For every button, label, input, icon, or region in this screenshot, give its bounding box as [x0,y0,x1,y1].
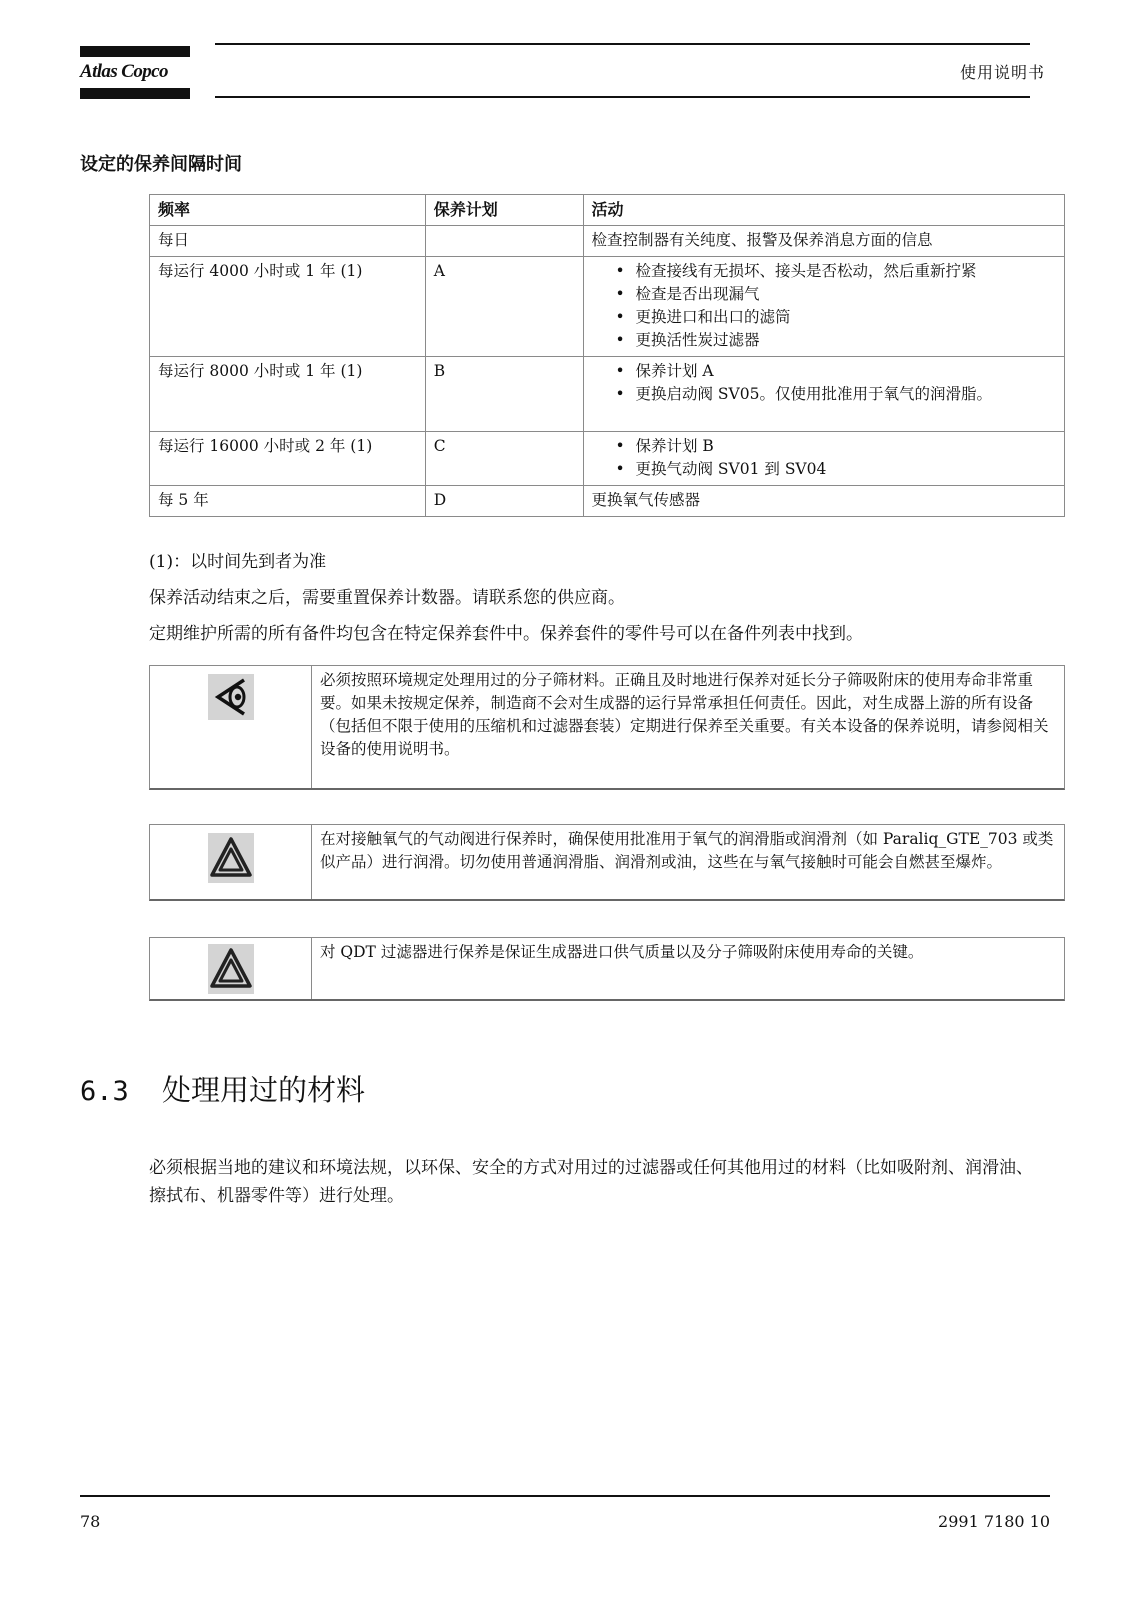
footer-rule [80,1495,1050,1497]
warning-triangle-icon [208,944,254,994]
environment-notice [149,665,1065,790]
table-row [150,257,1065,357]
section-number: 6.3 [80,1076,129,1107]
cell-plan: B [425,357,583,432]
cell-frequency: 每 5 年 [150,486,426,517]
table-row [150,432,1065,486]
document-number: 2991 7180 10 [938,1512,1050,1531]
header-bottom-rule [215,96,1030,98]
list-item: • 检查接线有无损坏、接头是否松动，然后重新拧紧 [636,260,1057,283]
environment-eye-icon [208,674,254,720]
maintenance-schedule-table [149,194,1065,517]
cell-activity: 检查控制器有关纯度、报警及保养消息方面的信息 [583,226,1065,257]
table-footnote: (1)：以时间先到者为准 [149,552,327,572]
qdt-filter-warning [149,937,1065,1001]
cell-frequency: 每日 [150,226,426,257]
section-title: 处理用过的材料 [162,1073,366,1107]
list-item: • 检查是否出现漏气 [636,283,1057,306]
warning-triangle-icon [208,833,254,883]
page-number: 78 [80,1512,101,1531]
cell-frequency: 每运行 4000 小时或 1 年 (1) [150,257,426,357]
table-row [150,486,1065,517]
maintenance-interval-heading: 设定的保养间隔时间 [80,154,242,175]
cell-plan [425,226,583,257]
list-item: • 更换进口和出口的滤筒 [636,306,1057,329]
list-item: • 更换气动阀 SV01 到 SV04 [636,458,1057,481]
cell-frequency: 每运行 16000 小时或 2 年 (1) [150,432,426,486]
header-top-rule [215,43,1030,45]
cell-activity: 更换氧气传感器 [583,486,1065,517]
reset-counter-paragraph: 保养活动结束之后，需要重置保养计数器。请联系您的供应商。 [149,588,625,608]
cell-plan: C [425,432,583,486]
atlas-copco-logo [80,46,190,102]
table-header-row [150,195,1065,226]
section-heading [80,1068,365,1109]
list-item: • 更换启动阀 SV05。仅使用批准用于氧气的润滑脂。 [636,383,1057,406]
list-item: • 保养计划 A [636,360,1057,383]
notice-text: 必须按照环境规定处理用过的分子筛材料。正确且及时地进行保养对延长分子筛吸附床的使用寿命非常重要。如果未按规定保养，制造商不会对生成器的运行异常承担任何责任。因此，对生成器上游的所有设备（包括但不限于使用的压缩机和过滤器套装）定期进行保养至关重要。有关本设备的保养说明，请参阅相关设备的使用说明书。 [320,671,1049,758]
notice-text: 对 QDT 过滤器进行保养是保证生成器进口供气质量以及分子筛吸附床使用寿命的关键。 [320,943,924,961]
document-title: 使用说明书 [959,63,1045,82]
spare-parts-paragraph: 定期维护所需的所有备件均包含在特定保养套件中。保养套件的零件号可以在备件列表中找到。 [149,624,863,644]
logo-wordmark: Atlas Copco [80,61,168,82]
section-body: 必须根据当地的建议和环境法规，以环保、安全的方式对用过的过滤器或任何其他用过的材料（比如吸附剂、润滑油、擦拭布、机器零件等）进行处理。 [149,1158,1033,1206]
table-row [150,357,1065,432]
list-item: • 保养计划 B [636,435,1057,458]
cell-activity [583,257,1065,357]
oxygen-lubricant-warning [149,824,1065,901]
cell-activity [583,432,1065,486]
table-row [150,226,1065,257]
column-header-plan: 保养计划 [425,195,583,226]
cell-frequency: 每运行 8000 小时或 1 年 (1) [150,357,426,432]
notice-text: 在对接触氧气的气动阀进行保养时，确保使用批准用于氧气的润滑脂或润滑剂（如 Paraliq_GTE_703 或类似产品）进行润滑。切勿使用普通润滑脂、润滑剂或油，这些在与氧气接触时可能会自燃甚至爆炸。 [320,830,1054,871]
cell-plan: D [425,486,583,517]
list-item: • 更换活性炭过滤器 [636,329,1057,352]
cell-activity [583,357,1065,432]
column-header-frequency: 频率 [150,195,426,226]
cell-plan: A [425,257,583,357]
column-header-activity: 活动 [583,195,1065,226]
